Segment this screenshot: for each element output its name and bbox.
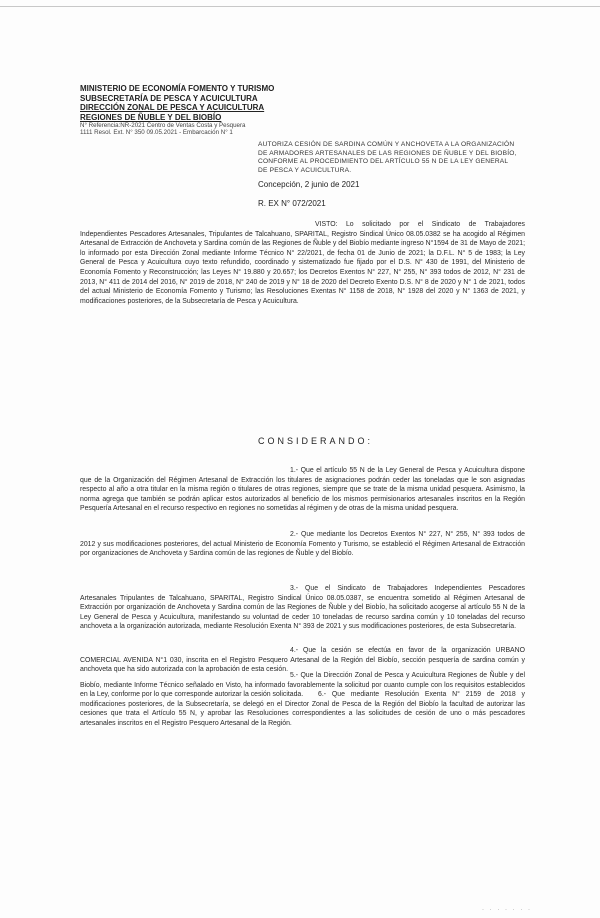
subsecretaria-line: SUBSECRETARÍA DE PESCA Y ACUICULTURA bbox=[80, 93, 258, 103]
considerando-2: 2.- Que mediante los Decretos Exentos N° 227, N° 255, N° 393 todos de 2012 y sus modificaciones posteriores, del actual Ministerio de Economía Fomento y Turismo, se estableció el Régimen Artesanal de Extracción por organizaciones de Anchoveta y Sardina común de las regiones de Ñuble y del Biobío. bbox=[80, 531, 525, 558]
considerando-6: 6.- Que mediante Resolución Exenta N° 2159 de 2018 y modificaciones posteriores, de la Subsecretaría, se delegó en el Director Zonal de Pesca de la Región del Biobío la facultad de autorizar las cesiones que trata el Artículo 55 N, y aprobar las Resoluciones correspondientes a las solicitudes de cesión de uno o más pescadores artesanales inscritos en el Registro Pesquero Artesanal de la Región. bbox=[80, 691, 525, 727]
regiones-line: REGIONES DE ÑUBLE Y DEL BIOBÍO bbox=[80, 112, 222, 122]
considerando-4: 4.- Que la cesión se efectúa en favor de la organización URBANO COMERCIAL AVENIDA N°1 030, inscrita en el Registro Pesquero Artesanal de la Región del Biobío, sección pesquería de sardina común y anchoveta que ha sido autorizada con la aprobación de esta cesión. bbox=[80, 647, 525, 674]
scan-edge-line bbox=[0, 6, 600, 7]
resolution-subject: AUTORIZA CESIÓN DE SARDINA COMÚN Y ANCHOVETA A LA ORGANIZACIÓN DE ARMADORES ARTESANALES DE LAS REGIONES DE ÑUBLE Y DEL BIOBÍO, CONFORME AL PROCEDIMIENTO DEL ARTÍCULO 55 N DE LA LEY GENERAL DE PESCA Y ACUICULTURA. bbox=[258, 141, 517, 174]
resolution-number: R. EX N° 072/2021 bbox=[258, 199, 326, 208]
visto-paragraph: VISTO: Lo solicitado por el Sindicato de Trabajadores Independientes Pescadores Artesanales, Tripulantes de Talcahuano, SPARITAL, Registro Sindical Único 08.05.0382 se ha acogido al Régimen Artesanal de Extracción de Anchoveta y Sardina común de las Regiones de Ñuble y del Biobío mediante ingreso N°1594 de 31 de Mayo de 2021; lo informado por esta Dirección Zonal mediante Informe Técnico N° 22/2021, de fecha 01 de Junio de 2021; la D.F.L. N° 5 de 1983; la Ley General de Pesca y Acuicultura cuyo texto refundido, coordinado y sistematizado fue fijado por el D.S. N° 430 de 1991, del Ministerio de Economía Fomento y Reconstrucción; las Leyes N° 19.880 y 20.657; los Decretos Exentos N° 227, N° 255, N° 393 todos de 2012, N° 231 de 2013, N° 411 de 2014 del 2016, N° 2019 de 2018, N° 240 de 2019 y N° 18 de 2020 del Decreto Exento D.S. N° 8 de 2020 y N° 1 de 2021, todos del actual Ministerio de Economía Fomento y Turismo; las Resoluciones Exentas N° 1158 de 2018, N° 1928 del 2020 y N° 1363 de 2021, y modificaciones posteriores, de la Subsecretaría de Pesca y Acuicultura. bbox=[80, 221, 525, 305]
reference-line-2: 1111 Resol. Ext. N° 350 09.05.2021 - Embarcación N° 1 bbox=[80, 129, 233, 136]
considerando-1: 1.- Que el artículo 55 N de la Ley General de Pesca y Acuicultura dispone que de la Organización del Régimen Artesanal de Extracción los titulares de asignaciones podrán ceder las toneladas que le son asignadas respecto al año a otra titular en la misma región o titulares de otras regiones, siempre que se trate de la misma unidad pesquera. Asimismo, la norma agrega que también se podrán aplicar estos autorizados al beneficio de los mismos permisionarios artesanales inscritos en la Región Pesquería Artesanal en el recurso respectivo en regiones no sometidas al régimen y de otras de la misma unidad pesquera. bbox=[80, 467, 525, 513]
considerando-3: 3.- Que el Sindicato de Trabajadores Independientes Pescadores Artesanales Tripulantes de Talcahuano, SPARITAL, Registro Sindical Único 08.05.0387, se encuentra sometido al Régimen Artesanal de Extracción por organización de Anchoveta y Sardina común de las Regiones de Ñuble y del Biobío, ha solicitado acogerse al artículo 55 N de la Ley General de Pesca y Acuicultura, manifestando su voluntad de ceder 10 toneladas de recurso sardina común y 10 toneladas del recurso anchoveta a la organización autorizada, mediante Resolución Exenta N° 393 de 2021 y sus modificaciones posteriores, de esta Subsecretaría. bbox=[80, 585, 525, 631]
ministry-line: MINISTERIO DE ECONOMÍA FOMENTO Y TURISMO bbox=[80, 84, 275, 93]
considerando-heading: CONSIDERANDO: bbox=[258, 436, 374, 446]
considerando-5: 5.- Que la Dirección Zonal de Pesca y Acuicultura Regiones de Ñuble y del Biobío, mediante Informe Técnico señalado en Visto, ha informado favorablemente la solicitud por cuanto cumple con los requisitos establecidos en la Ley, conforme por lo que corresponde autorizar la cesión solicitada. bbox=[80, 672, 525, 699]
place-date: Concepción, 2 junio de 2021 bbox=[258, 180, 360, 189]
reference-line-1: N° Referencia:NR-2021 Centro de Ventas Costa y Pesquera bbox=[80, 122, 246, 129]
letterhead bbox=[80, 84, 340, 136]
direccion-zonal-line: DIRECCIÓN ZONAL DE PESCA Y ACUICULTURA bbox=[80, 103, 265, 112]
scan-footer-mark: · · · · · · · bbox=[482, 907, 532, 913]
